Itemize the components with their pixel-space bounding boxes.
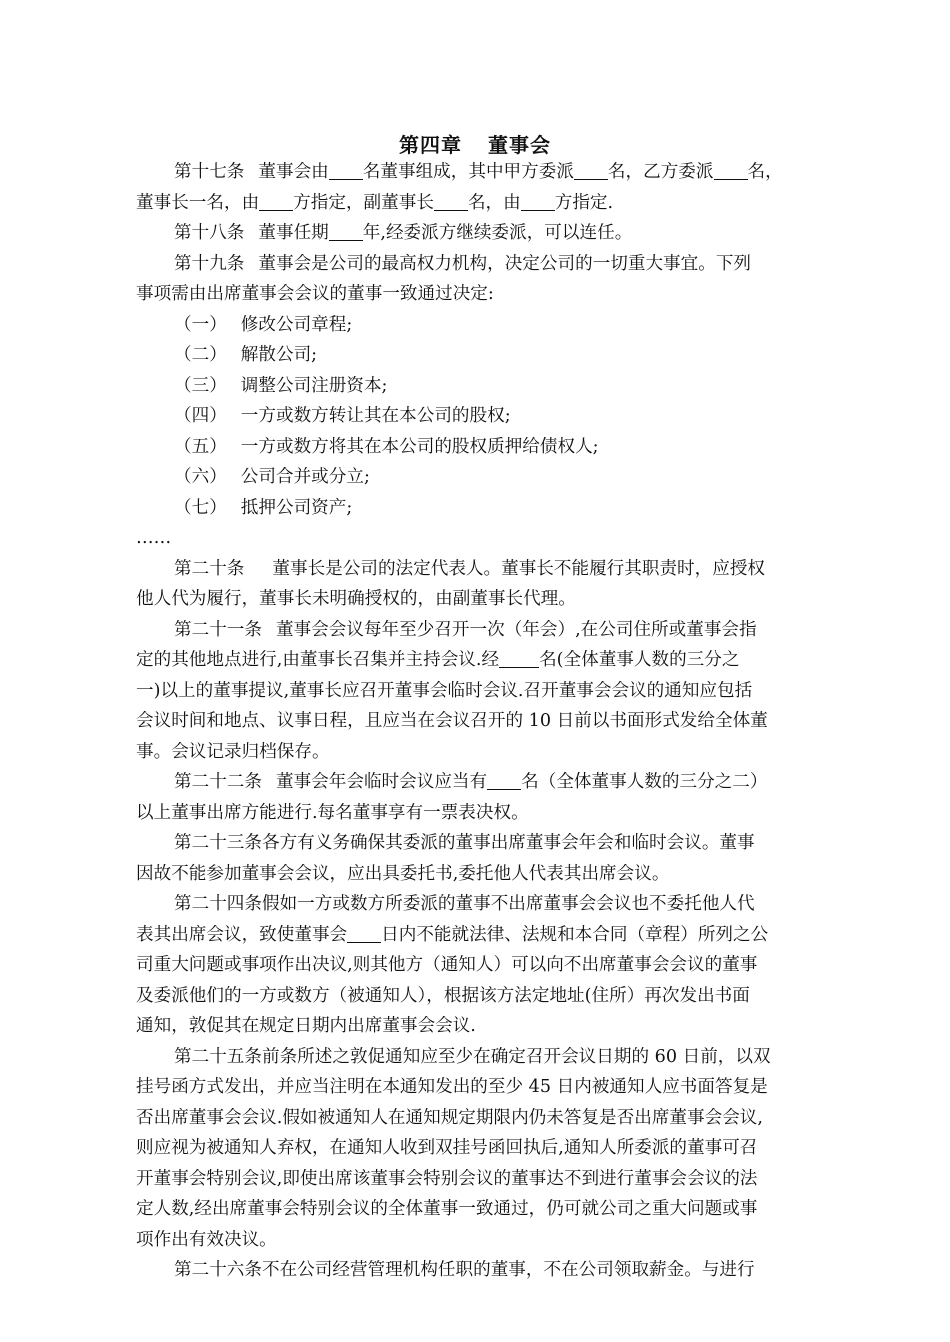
article-21-line-4: 会议时间和地点、议事日程，且应当在会议召开的 10 日前以书面形式发给全体董	[136, 711, 768, 731]
article-24-line-2: 表其出席会议，致使董事会 日内不能就法律、法规和本合同（章程）所列之公	[136, 920, 816, 951]
blank-field	[714, 159, 748, 180]
article-17-line-1: 第十七条 董事会由 名董事组成，其中甲方委派 名，乙方委派 名，	[136, 157, 816, 188]
article-17-line-2: 董事长一名，由 方指定，副董事长 名，由 方指定.	[136, 188, 816, 219]
blank-field	[259, 190, 293, 211]
list-item: （五） 一方或数方将其在本公司的股权质押给债权人;	[174, 436, 599, 457]
article-19-line-2: 事项需由出席董事会会议的董事一致通过决定:	[136, 284, 494, 304]
article-25-line-1: 第二十五条前条所述之敦促通知应至少在确定召开会议日期的 60 日前，以双	[174, 1046, 771, 1067]
article-22-line-1: 第二十二条 董事会年会临时会议应当有 名（全体董事人数的三分之二）	[136, 767, 816, 798]
blank-field	[487, 769, 521, 790]
blank-field	[329, 159, 363, 180]
article-19-line-1: 第十九条 董事会是公司的最高权力机构，决定公司的一切重大事宜。下列	[174, 253, 752, 274]
article-25-line-2: 挂号函方式发出，并应当注明在本通知发出的至少 45 日内被通知人应书面答复是	[136, 1077, 768, 1097]
article-24-line-4: 及委派他们的一方或数方（被通知人），根据该方法定地址(住所）再次发出书面	[136, 985, 750, 1006]
article-24-line-3: 司重大问题或事项作出决议,则其他方（通知人）可以向不出席董事会会议的董事	[136, 955, 758, 975]
list-item: （四） 一方或数方转让其在本公司的股权;	[174, 406, 511, 426]
list-item: （三） 调整公司注册资本;	[174, 375, 388, 396]
article-25-line-3: 否出席董事会会议.假如被通知人在通知规定期限内仍未答复是否出席董事会会议,	[136, 1107, 763, 1128]
blank-field	[574, 159, 608, 180]
article-25-line-5: 开董事会特别会议,即使出席该董事会特别会议的董事达不到进行董事会会议的法	[136, 1168, 758, 1189]
blank-field	[347, 922, 381, 943]
article-20-line-1: 第二十条 董事长是公司的法定代表人。董事长不能履行其职责时，应授权	[174, 558, 766, 579]
chapter-name: 董事会	[488, 133, 551, 157]
ellipsis: ……	[136, 528, 172, 548]
list-item: （七） 抵押公司资产;	[174, 497, 353, 518]
blank-field	[499, 647, 539, 668]
blank-field	[521, 190, 555, 211]
list-item: （六） 公司合并或分立;	[174, 467, 370, 487]
list-item: （一） 修改公司章程;	[174, 314, 353, 335]
article-20-line-2: 他人代为履行，董事长未明确授权的，由副董事长代理。	[136, 589, 576, 609]
article-22-line-2: 以上董事出席方能进行.每名董事享有一票表决权。	[136, 802, 529, 823]
article-25-line-6: 定人数,经出席董事会特别会议的全体董事一致通过，仍可就公司之重大问题或事	[136, 1199, 758, 1219]
chapter-number: 第四章	[399, 133, 462, 157]
body-text	[136, 157, 816, 1286]
article-24-line-5: 通知，敦促其在规定日期内出席董事会会议.	[136, 1016, 476, 1036]
article-24-line-1: 第二十四条假如一方或数方所委派的董事不出席董事会会议也不委托他人代	[174, 894, 755, 914]
article-25-line-4: 则应视为被通知人弃权，在通知人收到双挂号函回执后,通知人所委派的董事可召	[136, 1138, 758, 1158]
article-23-line-2: 因故不能参加董事会会议，应出具委托书,委托他人代表其出席会议。	[136, 863, 670, 884]
blank-field	[329, 220, 363, 241]
article-23-line-1: 第二十三条各方有义务确保其委派的董事出席董事会年会和临时会议。董事	[174, 833, 755, 853]
article-26-line-1: 第二十六条不在公司经营管理机构任职的董事，不在公司领取薪金。与进行	[174, 1260, 755, 1280]
list-item: （二） 解散公司;	[174, 345, 318, 365]
article-21-line-2: 定的其他地点进行,由董事长召集并主持会议.经 名(全体董事人数的三分之	[136, 645, 816, 676]
article-25-line-7: 项作出有效决议。	[136, 1229, 277, 1250]
chapter-title	[0, 129, 950, 158]
article-21-line-5: 事。会议记录归档保存。	[136, 741, 330, 762]
article-21-line-3: 一)以上的董事提议,董事长应召开董事会临时会议.召开董事会会议的通知应包括	[136, 680, 753, 701]
article-21-line-1: 第二十一条 董事会会议每年至少召开一次（年会）,在公司住所或董事会指	[174, 619, 757, 640]
blank-field	[434, 190, 468, 211]
article-18: 第十八条 董事任期 年,经委派方继续委派，可以连任。	[136, 218, 816, 249]
